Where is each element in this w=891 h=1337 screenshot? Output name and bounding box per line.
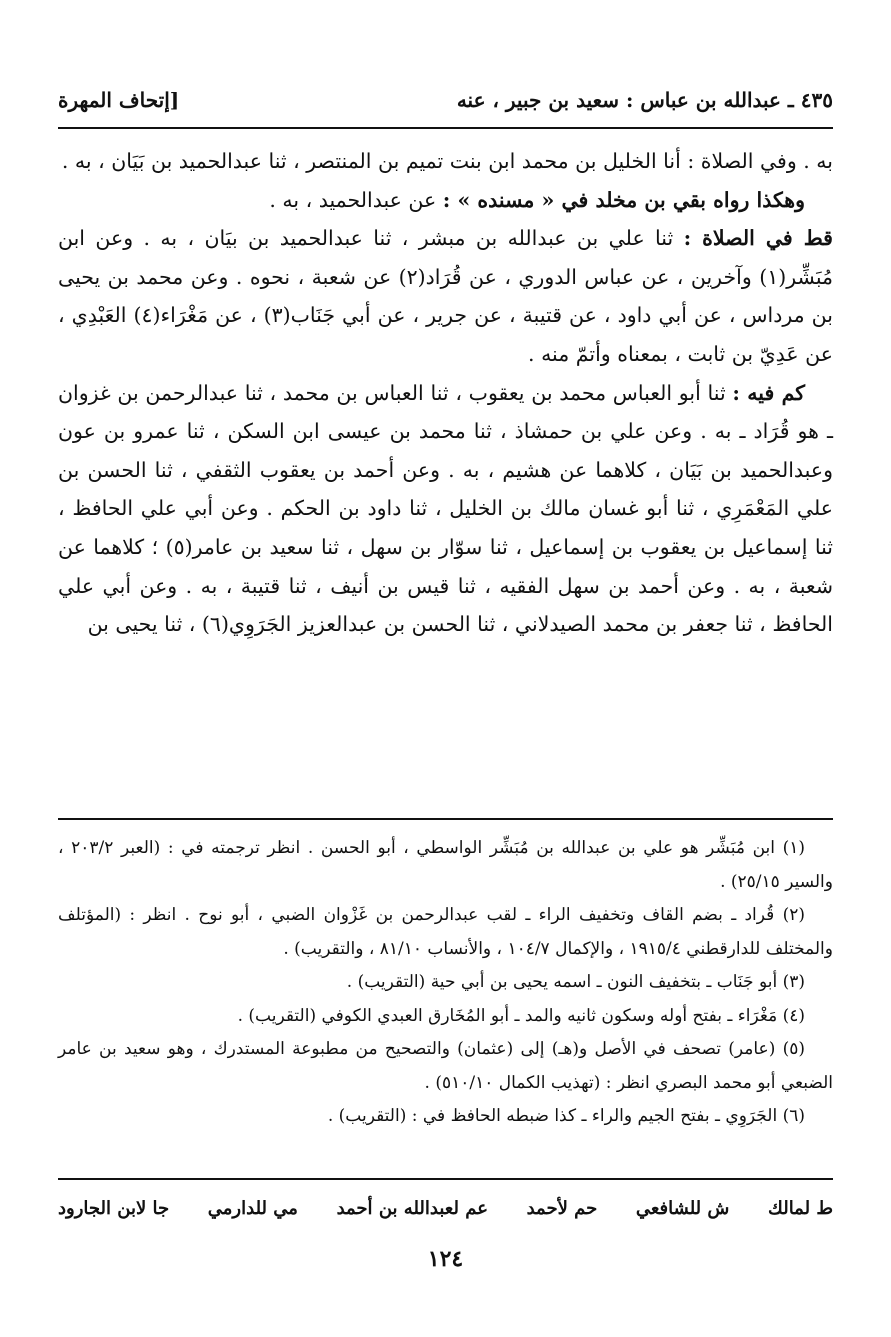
paragraph: به . وفي الصلاة : أنا الخليل بن محمد ابن بنت تميم بن المنتصر ، ثنا عبدالحميد بن بَيَان ، به . (61, 149, 833, 173)
paragraph-lead: قط في الصلاة : (683, 226, 833, 251)
page-number: ١٢٤ (427, 1246, 464, 1272)
siglum: جا لابن الجارود (58, 1197, 170, 1219)
running-header (58, 80, 833, 120)
footnote: (٤) مَغْرَاء ـ بفتح أوله وسكون ثانيه والمد ـ أبو المُخَارق العبدي الكوفي (التقريب) . (237, 1005, 805, 1026)
siglum: حم لأحمد (526, 1197, 598, 1219)
header-rule (58, 127, 833, 129)
footnote: (١) ابن مُبَشِّر هو علي بن عبدالله بن مُبَشِّر الواسطي ، أبو الحسن . انظر ترجمته في : (العبر ٢٠٣/٢ ، والسير ٢٥/١٥) . (58, 838, 833, 892)
footnote-rule (58, 818, 833, 820)
footnote: (٦) الجَرَوِي ـ بفتح الجيم والراء ـ كذا ضبطه الحافظ في : (التقريب) . (327, 1106, 805, 1126)
footnote: (٥) (عامر) تصحف في الأصل و(هـ) إلى (عثمان) والتصحيح من مطبوعة المستدرك ، وهو سعيد بن عامر الضبعي أبو محمد البصري انظر : (تهذيب الكمال ٥١٠/١٠) . (58, 1039, 833, 1093)
footnote: (٣) أبو جَنَاب ـ بتخفيف النون ـ اسمه يحيى بن أبي حية (التقريب) . (346, 972, 805, 992)
paragraph (58, 374, 833, 644)
sigla-rule (58, 1178, 833, 1180)
siglum: ط لمالك (768, 1197, 833, 1219)
siglum: مي للدارمي (207, 1197, 298, 1219)
paragraph (58, 181, 833, 220)
footnotes (58, 832, 833, 1134)
paragraph-body: عن عبدالحميد ، به . (269, 187, 443, 212)
book-title: [إتحاف المهرة (58, 88, 180, 112)
footnote: (٢) قُراد ـ بضم القاف وتخفيف الراء ـ لقب عبدالرحمن بن غَزْوان الضبي ، أبو نوح . انظر : (المؤتلف والمختلف للدارقطني ١٩١٥/٤ ، والإكمال ١٠٤/٧ ، والأنساب ٨١/١٠ ، والتقريب) . (58, 905, 833, 959)
paragraph-lead: وهكذا رواه بقي بن مخلد في « مسنده » : (442, 187, 805, 212)
siglum: ش للشافعي (635, 1197, 730, 1219)
chapter-title: ٤٣٥ ـ عبدالله بن عباس : سعيد بن جبير ، عنه (456, 88, 833, 112)
paragraph-body: ثنا علي بن عبدالله بن مبشر ، ثنا عبدالحميد بن بيَان ، به . وعن ابن مُبَشِّر(١) وآخرين ، عن عباس الدوري ، عن قُرَاد(٢) عن شعبة ، نحوه . وعن محمد بن يحيى بن مرداس ، عن أبي داود ، عن قتيبة ، عن جرير ، عن أبي جَنَاب(٣) ، عن مَغْرَاء(٤) العَبْدِي ، عن عَدِيّ بن ثابت ، بمعناه وأتمّ منه . (58, 226, 833, 366)
paragraph-body: ثنا أبو العباس محمد بن يعقوب ، ثنا العباس بن محمد ، ثنا عبدالرحمن بن غزوان ـ هو قُرَاد ـ به . وعن علي بن حمشاذ ، ثنا محمد بن عيسى ابن السكن ، ثنا عمرو بن عون وعبدالحميد بن بَيَان ، كلاهما عن هشيم ، به . وعن أحمد بن يعقوب الثقفي ، ثنا الحسن بن علي المَعْمَرِي ، ثنا أبو غسان مالك بن الخليل ، ثنا داود بن الحكم . وعن أبي علي الحافظ ، ثنا إسماعيل بن يعقوب بن إسماعيل ، ثنا سوّار بن سهل ، ثنا سعيد بن عامر(٥) ؛ كلاهما عن شعبة ، به . وعن أحمد بن سهل الفقيه ، ثنا قيس بن أنيف ، ثنا قتيبة ، به . وعن أبي علي الحافظ ، ثنا جعفر بن محمد الصيدلاني ، ثنا الحسن بن عبدالعزيز الجَرَوِي(٦) ، ثنا يحيى بن (58, 380, 833, 637)
paragraph-lead: كم فيه : (732, 380, 805, 405)
paragraph (58, 219, 833, 373)
siglum: عم لعبدالله بن أحمد (336, 1197, 488, 1219)
sigla-key (58, 1188, 833, 1228)
main-text (58, 142, 833, 644)
